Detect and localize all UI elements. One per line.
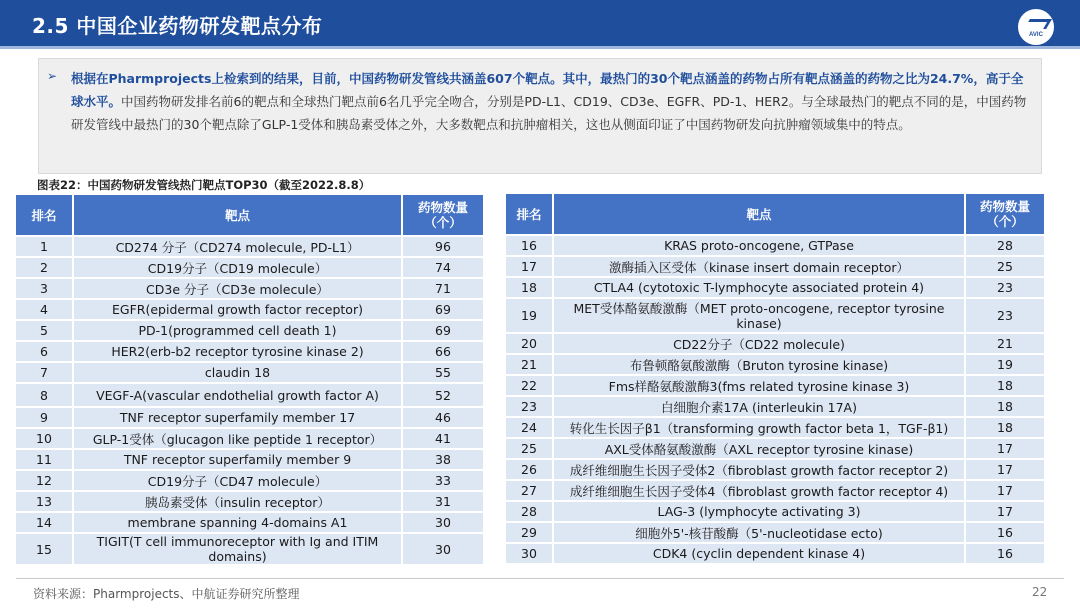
table-header-row	[16, 195, 483, 235]
target-cell: VEGF-A(vascular endothelial growth factor A)	[74, 384, 403, 406]
count-cell: 18	[966, 376, 1044, 395]
count-cell: 38	[403, 450, 483, 469]
count-cell: 18	[966, 418, 1044, 437]
top-targets-table-right	[506, 192, 1044, 565]
table-row	[506, 278, 1044, 297]
target-cell: Fms样酪氨酸激酶3(fms related tyrosine kinase 3)	[554, 376, 966, 395]
rank-cell: 19	[506, 299, 554, 332]
count-cell: 52	[403, 384, 483, 406]
rank-cell: 25	[506, 439, 554, 458]
source-note: 资料来源：Pharmprojects、中航证券研究所整理	[33, 587, 300, 601]
figure-caption: 图表22：中国药物研发管线热门靶点TOP30（截至2022.8.8）	[37, 178, 371, 192]
rank-cell: 6	[16, 342, 74, 361]
target-cell: 激酶插入区受体（kinase insert domain receptor）	[554, 257, 966, 276]
target-cell: HER2(erb-b2 receptor tyrosine kinase 2)	[74, 342, 403, 361]
logo-text: AVIC	[1029, 32, 1043, 38]
table-row	[506, 257, 1044, 276]
top-targets-table-left	[16, 193, 483, 566]
count-cell: 30	[403, 513, 483, 532]
count-cell: 33	[403, 471, 483, 490]
count-cell: 17	[966, 439, 1044, 458]
table-row	[506, 376, 1044, 395]
count-cell: 74	[403, 258, 483, 277]
table-row	[506, 397, 1044, 416]
count-cell: 69	[403, 321, 483, 340]
target-cell: PD-1(programmed cell death 1)	[74, 321, 403, 340]
target-cell: CDK4 (cyclin dependent kinase 4)	[554, 544, 966, 563]
target-cell: 细胞外5'-核苷酸酶（5'-nucleotidase ecto)	[554, 523, 966, 542]
count-cell: 41	[403, 429, 483, 448]
header-stripe	[0, 46, 1080, 49]
target-cell: TNF receptor superfamily member 9	[74, 450, 403, 469]
target-cell: 胰岛素受体（insulin receptor）	[74, 492, 403, 511]
rank-cell: 24	[506, 418, 554, 437]
table-row	[16, 471, 483, 490]
table-row	[506, 418, 1044, 437]
target-cell: 成纤维细胞生长因子受体2（fibroblast growth factor receptor 2)	[554, 460, 966, 479]
rank-cell: 27	[506, 481, 554, 500]
rank-cell: 23	[506, 397, 554, 416]
rank-cell: 30	[506, 544, 554, 563]
count-cell: 28	[966, 236, 1044, 255]
target-cell: CD19分子（CD19 molecule）	[74, 258, 403, 277]
rank-cell: 20	[506, 334, 554, 353]
table-row	[506, 334, 1044, 353]
table-row	[16, 450, 483, 469]
target-cell: claudin 18	[74, 363, 403, 382]
rank-cell: 15	[16, 534, 74, 564]
rank-cell: 4	[16, 300, 74, 319]
rank-cell: 8	[16, 384, 74, 406]
count-cell: 17	[966, 481, 1044, 500]
table-row	[506, 481, 1044, 500]
summary-box	[38, 58, 1042, 174]
count-cell: 25	[966, 257, 1044, 276]
count-cell: 69	[403, 300, 483, 319]
rank-cell: 17	[506, 257, 554, 276]
count-cell: 96	[403, 237, 483, 256]
target-cell: CD22分子（CD22 molecule)	[554, 334, 966, 353]
rank-cell: 1	[16, 237, 74, 256]
logo-wing-icon	[1024, 19, 1052, 29]
header-bar	[0, 0, 1080, 46]
rank-cell: 7	[16, 363, 74, 382]
table-row	[506, 355, 1044, 374]
count-cell: 21	[966, 334, 1044, 353]
count-cell: 16	[966, 523, 1044, 542]
summary-text	[71, 67, 1035, 136]
rank-cell: 9	[16, 408, 74, 427]
col-header-target: 靶点	[554, 194, 966, 234]
table-row	[16, 429, 483, 448]
target-cell: membrane spanning 4-domains A1	[74, 513, 403, 532]
table-row	[506, 299, 1044, 332]
count-cell: 18	[966, 397, 1044, 416]
target-cell: MET受体酪氨酸激酶（MET proto-oncogene, receptor tyrosine kinase)	[554, 299, 966, 332]
rank-cell: 28	[506, 502, 554, 521]
target-cell: 白细胞介素17A (interleukin 17A)	[554, 397, 966, 416]
count-cell: 30	[403, 534, 483, 564]
rank-cell: 21	[506, 355, 554, 374]
rank-cell: 13	[16, 492, 74, 511]
table-header-row	[506, 194, 1044, 234]
col-header-rank: 排名	[506, 194, 554, 234]
table-row	[506, 460, 1044, 479]
table-row	[16, 342, 483, 361]
target-cell: CTLA4 (cytotoxic T-lymphocyte associated protein 4)	[554, 278, 966, 297]
rank-cell: 26	[506, 460, 554, 479]
rank-cell: 14	[16, 513, 74, 532]
count-cell: 31	[403, 492, 483, 511]
target-cell: GLP-1受体（glucagon like peptide 1 receptor）	[74, 429, 403, 448]
col-header-rank: 排名	[16, 195, 74, 235]
summary-body: 中国药物研发排名前6的靶点和全球热门靶点前6名几乎完全吻合，分别是PD-L1、CD19、CD3e、EGFR、PD-1、HER2。与全球最热门的靶点不同的是，中国药物研发管线中最热门的30个靶点除了GLP-1受体和胰岛素受体之外，大多数靶点和抗肿瘤相关，这也从侧面印证了中国药物研发向抗肿瘤领域集中的特点。	[71, 94, 1027, 132]
col-header-count: 药物数量（个）	[966, 194, 1044, 234]
count-cell: 46	[403, 408, 483, 427]
rank-cell: 16	[506, 236, 554, 255]
table-row	[16, 258, 483, 277]
table-row	[506, 544, 1044, 563]
rank-cell: 29	[506, 523, 554, 542]
count-cell: 55	[403, 363, 483, 382]
col-header-count: 药物数量（个）	[403, 195, 483, 235]
rank-cell: 22	[506, 376, 554, 395]
target-cell: EGFR(epidermal growth factor receptor)	[74, 300, 403, 319]
col-header-target: 靶点	[74, 195, 403, 235]
table-row	[16, 363, 483, 382]
target-cell: CD19分子（CD47 molecule）	[74, 471, 403, 490]
table-row	[16, 408, 483, 427]
count-cell: 17	[966, 460, 1044, 479]
table-row	[16, 384, 483, 406]
table-row	[16, 321, 483, 340]
count-cell: 19	[966, 355, 1044, 374]
bullet-arrow-icon: ➢	[47, 69, 58, 83]
target-cell: LAG-3 (lymphocyte activating 3)	[554, 502, 966, 521]
count-cell: 71	[403, 279, 483, 298]
rank-cell: 2	[16, 258, 74, 277]
count-cell: 23	[966, 278, 1044, 297]
target-cell: 成纤维细胞生长因子受体4（fibroblast growth factor receptor 4)	[554, 481, 966, 500]
target-cell: 转化生长因子β1（transforming growth factor beta 1，TGF-β1)	[554, 418, 966, 437]
page-number: 22	[1032, 585, 1048, 599]
target-cell: TNF receptor superfamily member 17	[74, 408, 403, 427]
rank-cell: 18	[506, 278, 554, 297]
footer-divider	[16, 578, 1064, 579]
table-row	[16, 300, 483, 319]
page-title: 2.5 中国企业药物研发靶点分布	[32, 14, 323, 38]
target-cell: TIGIT(T cell immunoreceptor with Ig and ITIM domains)	[74, 534, 403, 564]
table-row	[16, 534, 483, 564]
count-cell: 16	[966, 544, 1044, 563]
count-cell: 66	[403, 342, 483, 361]
target-cell: 布鲁顿酪氨酸激酶（Bruton tyrosine kinase)	[554, 355, 966, 374]
summary-highlight: 根据在Pharmprojects上检索到的结果，目前，中国药物研发管线共涵盖607个靶点。其中，最热门的30个靶点涵盖的药物占所有靶点涵盖的药物之比为24.7%，高于全球水平。	[71, 71, 1024, 109]
rank-cell: 12	[16, 471, 74, 490]
rank-cell: 10	[16, 429, 74, 448]
table-row	[506, 523, 1044, 542]
count-cell: 23	[966, 299, 1044, 332]
table-row	[506, 439, 1044, 458]
rank-cell: 11	[16, 450, 74, 469]
target-cell: KRAS proto-oncogene, GTPase	[554, 236, 966, 255]
table-row	[16, 492, 483, 511]
table-row	[16, 279, 483, 298]
rank-cell: 5	[16, 321, 74, 340]
table-row	[16, 513, 483, 532]
target-cell: CD274 分子（CD274 molecule, PD-L1）	[74, 237, 403, 256]
rank-cell: 3	[16, 279, 74, 298]
avic-logo-icon	[1016, 7, 1056, 47]
table-row	[506, 236, 1044, 255]
table-row	[16, 237, 483, 256]
target-cell: AXL受体酪氨酸激酶（AXL receptor tyrosine kinase)	[554, 439, 966, 458]
table-row	[506, 502, 1044, 521]
count-cell: 17	[966, 502, 1044, 521]
target-cell: CD3e 分子（CD3e molecule）	[74, 279, 403, 298]
